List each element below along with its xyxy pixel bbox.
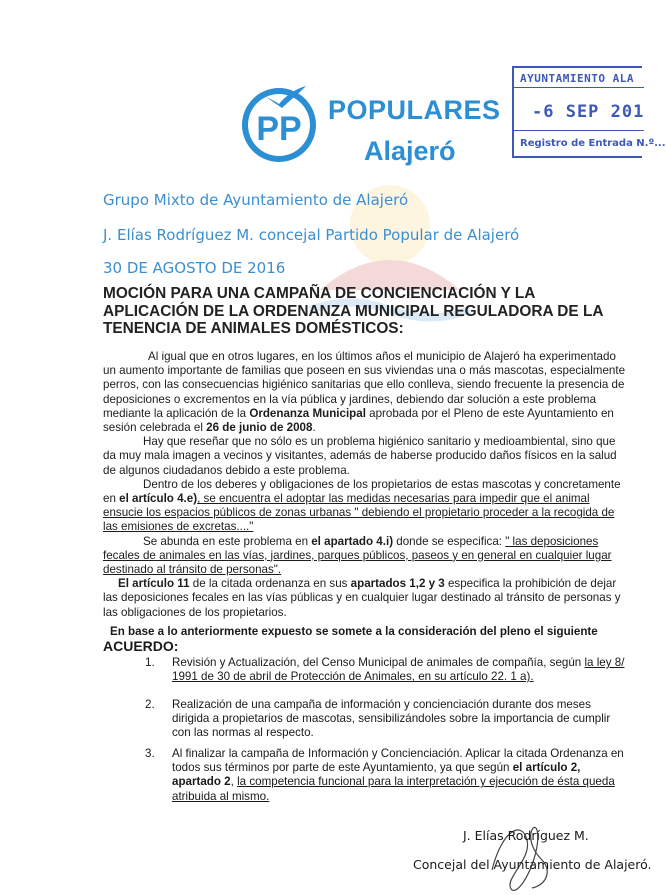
item-text: Realización de una campaña de información y concienciación durante dos meses dirigida a propietarios de mascotas, sensibilizándoles sobre la importancia de cumplir con las normas al respecto. [172, 698, 611, 740]
item-number: 1. [145, 656, 155, 669]
acuerdo-heading: ACUERDO: [103, 638, 179, 654]
text: . [312, 421, 316, 435]
stamp-divider [514, 87, 644, 88]
signatory-name: J. Elías Rodríguez M. [463, 828, 589, 843]
paragraph-5 [103, 577, 627, 620]
paragraph-4 [103, 535, 627, 578]
pp-logo-icon [236, 78, 322, 164]
paragraph-1 [103, 350, 627, 435]
competence-clause: la competencia funcional para la interpretación y ejecución de ésta queda atribuida al mismo. [172, 775, 615, 803]
logo-wordmark: POPULARES [328, 95, 501, 125]
registry-stamp [512, 66, 666, 158]
ordinance-ref: Ordenanza Municipal [249, 406, 366, 420]
item-number: 3. [145, 747, 155, 760]
signatory-role: Concejal del Ayuntamiento de Alajeró. [413, 857, 652, 872]
text: Al igual que en otros lugares, en los últimos años el municipio de Alajeró ha experimentado un aumento importante de familias que poseen en sus viviendas una o más mascotas, especialmente perros, con las consecuencias higiénico sanitarias que ello conlleva, siendo frecuente la presencia de deposiciones o excrementos en la vía pública y jardines, debiendo dar solución a este problema mediante la aplicación de la [103, 350, 626, 420]
law-ref: la ley 8/ 1991 de 30 de abril de Protección de Animales, en su artículo 22. 1 a). [172, 656, 625, 684]
article-ref: el apartado 4.i) [311, 534, 394, 548]
quoted-text: " las deposiciones fecales de animales en las vías, jardines, parques públicos, paseos y en general en cualquier lugar destinado al tránsito de personas". [103, 534, 612, 577]
text: Al finalizar la campaña de Información y Concienciación. Aplicar la citada Ordenanza en todos sus términos por parte de este Ayuntamiento, ya que según [172, 747, 624, 775]
motion-title: MOCIÓN PARA UNA CAMPAÑA DE CONCIENCIACIÓN Y LA APLICACIÓN DE LA ORDENANZA MUNICIPAL REGULADORA DE LA TENENCIA DE ANIMALES DOMÉSTICOS: [103, 285, 603, 337]
article-ref: apartados 1,2 y 3 [350, 577, 445, 591]
sender-group: Grupo Mixto de Ayuntamiento de Alajeró [103, 191, 409, 209]
svg-text:PP: PP [256, 110, 302, 148]
paragraph-2: Hay que reseñar que no sólo es un problema higiénico sanitario y medioambiental, sino que da muy mala imagen a vecinos y visitantes, además de haberse producido daños físicos en la salud de algunos ciudadanos debido a este problema. [103, 435, 617, 477]
text: Dentro de los deberes y obligaciones de los propietarios de estas mascotas y concretamente en [103, 477, 621, 506]
text: Se abunda en este problema en [143, 534, 312, 548]
sender-author: J. Elías Rodríguez M. concejal Partido Popular de Alajeró [103, 226, 520, 244]
article-ref: el artículo 4.e) [119, 492, 198, 506]
stamp-registry-label: Registro de Entrada N.º... [520, 138, 666, 149]
motion-body [103, 350, 627, 620]
text: Revisión y Actualización, del Censo Municipal de animales de compañía, según [172, 656, 585, 669]
text: donde se especifica: [393, 534, 506, 548]
ordinance-date: 26 de junio de 2008 [206, 421, 313, 435]
text: aprobada por el Pleno de este Ayuntamiento en sesión celebrada el [103, 406, 614, 435]
item-text [172, 656, 627, 684]
document-date: 30 DE AGOSTO DE 2016 [103, 259, 286, 277]
text: especifica la prohibición de dejar las deposiciones fecales en las vías públicas y en cualquier lugar destinado al tránsito de personas y las obligaciones de los propietarios. [103, 577, 621, 619]
stamp-divider [514, 130, 644, 131]
stamp-date: -6 SEP 201 [532, 102, 645, 122]
lead-sentence: En base a lo anteriormente expuesto se somete a la consideración del pleno el siguiente [110, 625, 598, 638]
logo-city-name: Alajeró [364, 136, 456, 166]
item-text [172, 747, 627, 804]
article-ref: el artículo 2, apartado 2 [172, 761, 581, 789]
quoted-text: , se encuentra el adoptar las medidas necesarias para impedir que el animal ensucie los espacios públicos de zonas urbanas " debiendo el propietario proceder a la recogida de las emisiones de excretas...." [103, 492, 615, 534]
paragraph-3 [103, 478, 627, 535]
article-ref: El artículo 11 [118, 577, 190, 591]
stamp-title: AYUNTAMIENTO ALA [520, 72, 634, 85]
text: de la citada ordenanza en sus [189, 577, 351, 591]
item-number: 2. [145, 698, 155, 711]
text: , [230, 775, 238, 789]
party-logo [236, 78, 506, 178]
signature-scribble [482, 810, 562, 895]
